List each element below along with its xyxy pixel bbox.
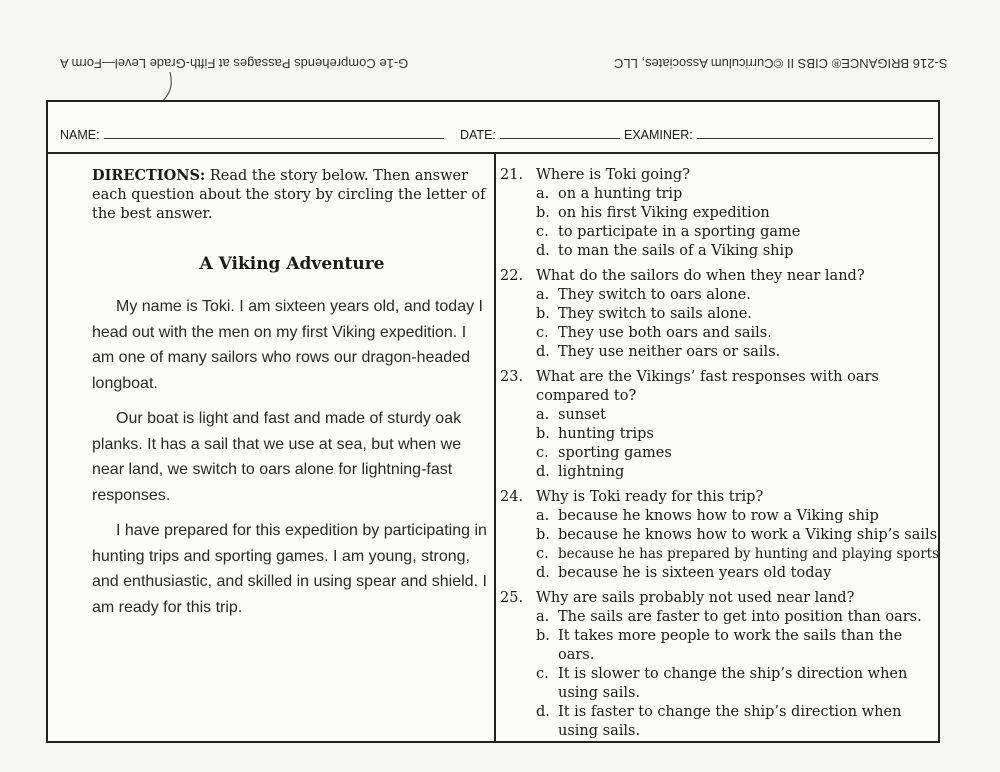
- answer-option[interactable]: a. The sails are faster to get into position than oars.: [536, 609, 922, 625]
- question-number: 22.: [500, 268, 524, 284]
- answer-option[interactable]: a. They switch to oars alone.: [536, 287, 751, 303]
- date-field[interactable]: [460, 126, 620, 142]
- answer-option[interactable]: b. It takes more people to work the sails than the oars.: [536, 628, 903, 663]
- answer-option[interactable]: c. to participate in a sporting game: [536, 224, 801, 240]
- story-paragraph: My name is Toki. I am sixteen years old, and today I head out with the men on my first Viking expedition. I am one of many sailors who rows our dragon-headed longboat.: [92, 298, 483, 392]
- question-number: 23.: [500, 369, 524, 385]
- answer-option[interactable]: c. because he has prepared by hunting and playing sports: [536, 546, 940, 562]
- question-text: Why is Toki ready for this trip?: [536, 489, 764, 505]
- question-23: [500, 368, 940, 482]
- page-header-right: S-216 BRIGANCE® CIBS II ©Curriculum Associates, LLC: [614, 56, 948, 71]
- story-column: [92, 166, 492, 630]
- story-paragraph: Our boat is light and fast and made of sturdy oak planks. It has a sail that we use at sea, but when we near land, we switch to oars alone for lightning-fast responses.: [92, 410, 462, 504]
- answer-option[interactable]: d. It is faster to change the ship’s direction when using sails.: [536, 704, 902, 739]
- question-25: [500, 589, 940, 741]
- question-text: What are the Vikings’ fast responses with oars compared to?: [536, 369, 879, 404]
- examiner-field[interactable]: [624, 126, 933, 142]
- answer-option[interactable]: b. because he knows how to work a Viking ship’s sails: [536, 527, 938, 543]
- answer-option[interactable]: a. sunset: [536, 407, 606, 423]
- answer-option[interactable]: b. hunting trips: [536, 426, 654, 442]
- answer-option[interactable]: d. because he is sixteen years old today: [536, 565, 832, 581]
- page-header-left: G-1e Comprehends Passages at Fifth-Grade Level—Form A: [60, 56, 409, 71]
- answer-option[interactable]: a. because he knows how to row a Viking ship: [536, 508, 879, 524]
- examiner-label: EXAMINER:: [624, 128, 693, 142]
- question-number: 24.: [500, 489, 524, 505]
- question-22: [500, 267, 940, 362]
- story-title: A Viking Adventure: [199, 254, 385, 274]
- answer-option[interactable]: b. on his first Viking expedition: [536, 205, 770, 221]
- question-text: Why are sails probably not used near land?: [536, 590, 855, 606]
- answer-option[interactable]: d. to man the sails of a Viking ship: [536, 243, 794, 259]
- directions-text: Read the story below. Then answer each question about the story by circling the letter of the best answer.: [92, 168, 486, 222]
- answer-option[interactable]: d. They use neither oars or sails.: [536, 344, 781, 360]
- name-field[interactable]: [60, 126, 444, 142]
- question-text: Where is Toki going?: [536, 167, 690, 183]
- question-number: 25.: [500, 590, 524, 606]
- answer-option[interactable]: c. They use both oars and sails.: [536, 325, 772, 341]
- form-header: [48, 102, 938, 154]
- question-21: [500, 166, 940, 261]
- question-24: [500, 488, 940, 583]
- worksheet: [46, 100, 940, 743]
- answer-option[interactable]: c. It is slower to change the ship’s direction when using sails.: [536, 666, 908, 701]
- column-divider: [494, 154, 496, 743]
- question-number: 21.: [500, 167, 524, 183]
- questions-column: [500, 166, 940, 747]
- directions-label: DIRECTIONS:: [92, 167, 206, 184]
- answer-option[interactable]: d. lightning: [536, 464, 625, 480]
- name-label: NAME:: [60, 128, 100, 142]
- story-paragraph: I have prepared for this expedition by participating in hunting trips and sporting games. I am young, strong, and enthusiastic, and skilled in using spear and shield. I am ready for this trip.: [92, 522, 487, 616]
- answer-option[interactable]: a. on a hunting trip: [536, 186, 683, 202]
- directions: [92, 166, 492, 224]
- question-text: What do the sailors do when they near land?: [536, 268, 865, 284]
- date-label: DATE:: [460, 128, 496, 142]
- answer-option[interactable]: b. They switch to sails alone.: [536, 306, 752, 322]
- answer-option[interactable]: c. sporting games: [536, 445, 672, 461]
